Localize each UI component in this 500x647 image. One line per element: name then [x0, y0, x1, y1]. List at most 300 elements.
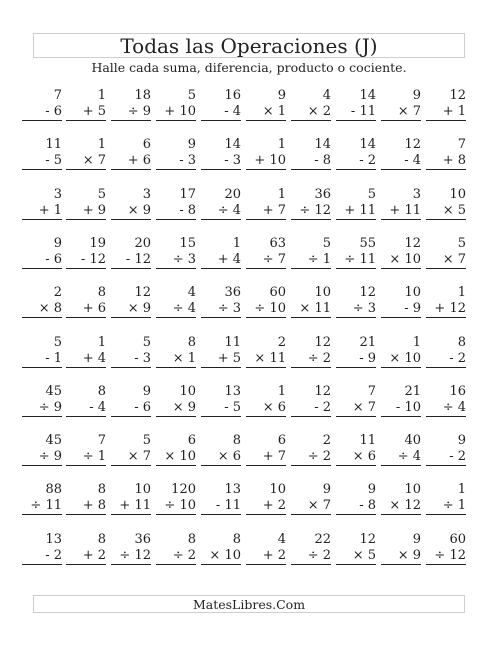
problem — [156, 137, 196, 170]
operand-top: 88 — [45, 482, 62, 498]
problem — [381, 532, 421, 565]
operand-top: 14 — [359, 88, 376, 103]
operator-operand-bottom: × 10 — [201, 548, 241, 565]
problem-row — [0, 285, 500, 325]
operand-top: 9 — [277, 88, 286, 103]
operand-top: 8 — [187, 334, 196, 350]
operator-operand-bottom: - 10 — [381, 400, 421, 417]
problem — [22, 88, 62, 121]
operator-operand-bottom: ÷ 12 — [111, 548, 151, 565]
operand-top: 1 — [97, 137, 106, 153]
problem — [22, 137, 62, 170]
operand-top: 60 — [449, 531, 466, 547]
operand-top: 10 — [134, 482, 151, 498]
problem — [246, 137, 286, 170]
operand-top: 9 — [367, 482, 376, 498]
operand-top: 1 — [97, 334, 106, 350]
operator-operand-bottom: × 5 — [426, 203, 466, 220]
operand-top: 5 — [53, 334, 62, 350]
problem — [426, 433, 466, 466]
problem — [22, 532, 62, 565]
problem — [111, 285, 151, 318]
problem — [201, 384, 241, 417]
operator-operand-bottom: ÷ 4 — [201, 203, 241, 220]
operator-operand-bottom: - 4 — [66, 400, 106, 417]
problem — [156, 285, 196, 318]
operand-top: 5 — [97, 186, 106, 202]
operand-top: 3 — [53, 186, 62, 202]
operator-operand-bottom: - 6 — [111, 400, 151, 417]
operand-top: 8 — [97, 531, 106, 547]
operand-top: 8 — [97, 482, 106, 498]
problem — [291, 384, 331, 417]
operator-operand-bottom: ÷ 9 — [111, 104, 151, 121]
problem — [66, 482, 106, 515]
operator-operand-bottom: - 4 — [201, 104, 241, 121]
problem — [336, 137, 376, 170]
problem — [381, 236, 421, 269]
operator-operand-bottom: ÷ 9 — [22, 449, 62, 466]
problem-row — [0, 482, 500, 522]
operator-operand-bottom: × 7 — [66, 153, 106, 170]
operator-operand-bottom: - 4 — [381, 153, 421, 170]
problem — [201, 285, 241, 318]
problem — [336, 187, 376, 220]
operator-operand-bottom: × 6 — [201, 449, 241, 466]
operator-operand-bottom: ÷ 3 — [336, 301, 376, 318]
operator-operand-bottom: + 2 — [246, 548, 286, 565]
operand-top: 9 — [412, 88, 421, 103]
operand-top: 6 — [142, 137, 151, 153]
operand-top: 12 — [314, 383, 331, 399]
operand-top: 5 — [187, 88, 196, 103]
operand-top: 11 — [359, 433, 376, 449]
operand-top: 7 — [53, 88, 62, 103]
operator-operand-bottom: - 5 — [22, 153, 62, 170]
operator-operand-bottom: ÷ 12 — [291, 203, 331, 220]
problem — [246, 187, 286, 220]
operand-top: 13 — [224, 383, 241, 399]
problem — [66, 532, 106, 565]
operand-top: 4 — [277, 531, 286, 547]
operand-top: 4 — [322, 88, 331, 103]
problem — [156, 532, 196, 565]
problem — [426, 137, 466, 170]
operand-top: 12 — [359, 285, 376, 301]
operator-operand-bottom: + 8 — [66, 498, 106, 515]
problem — [381, 137, 421, 170]
problem — [111, 433, 151, 466]
operator-operand-bottom: - 3 — [201, 153, 241, 170]
operator-operand-bottom: - 2 — [22, 548, 62, 565]
operator-operand-bottom: - 8 — [291, 153, 331, 170]
problem — [291, 88, 331, 121]
problem-row — [0, 137, 500, 177]
operator-operand-bottom: × 5 — [336, 548, 376, 565]
problem — [426, 187, 466, 220]
operand-top: 7 — [97, 433, 106, 449]
operand-top: 1 — [457, 482, 466, 498]
operand-top: 9 — [322, 482, 331, 498]
operand-top: 1 — [232, 235, 241, 251]
operator-operand-bottom: ÷ 7 — [246, 252, 286, 269]
operator-operand-bottom: × 12 — [381, 498, 421, 515]
problem — [336, 285, 376, 318]
operator-operand-bottom: + 4 — [66, 351, 106, 368]
operand-top: 1 — [412, 334, 421, 350]
operand-top: 13 — [224, 482, 241, 498]
operand-top: 6 — [277, 433, 286, 449]
operand-top: 21 — [404, 383, 421, 399]
problem — [426, 384, 466, 417]
operator-operand-bottom: ÷ 12 — [426, 548, 466, 565]
problem-row — [0, 532, 500, 572]
operator-operand-bottom: × 11 — [291, 301, 331, 318]
operator-operand-bottom: ÷ 3 — [201, 301, 241, 318]
problem — [336, 384, 376, 417]
operand-top: 8 — [457, 334, 466, 350]
problem — [246, 236, 286, 269]
operator-operand-bottom: ÷ 11 — [22, 498, 62, 515]
operand-top: 40 — [404, 433, 421, 449]
operand-top: 45 — [45, 433, 62, 449]
operand-top: 20 — [224, 186, 241, 202]
problem-row — [0, 384, 500, 424]
problem — [111, 187, 151, 220]
operator-operand-bottom: + 10 — [156, 104, 196, 121]
operand-top: 120 — [171, 482, 196, 498]
problem — [156, 187, 196, 220]
problem — [291, 335, 331, 368]
operator-operand-bottom: + 6 — [66, 301, 106, 318]
problem — [156, 236, 196, 269]
problem — [156, 433, 196, 466]
problem — [336, 482, 376, 515]
operand-top: 11 — [224, 334, 241, 350]
operand-top: 8 — [97, 383, 106, 399]
problem — [246, 532, 286, 565]
problem — [291, 187, 331, 220]
operator-operand-bottom: × 9 — [111, 203, 151, 220]
operator-operand-bottom: - 8 — [156, 203, 196, 220]
problem — [22, 285, 62, 318]
operator-operand-bottom: + 7 — [246, 203, 286, 220]
operator-operand-bottom: + 1 — [22, 203, 62, 220]
operand-top: 10 — [404, 285, 421, 301]
problem — [111, 88, 151, 121]
problem — [336, 335, 376, 368]
operator-operand-bottom: - 12 — [66, 252, 106, 269]
operand-top: 15 — [179, 235, 196, 251]
operator-operand-bottom: - 2 — [426, 351, 466, 368]
operand-top: 16 — [224, 88, 241, 103]
operator-operand-bottom: × 9 — [381, 548, 421, 565]
operator-operand-bottom: × 10 — [381, 351, 421, 368]
operator-operand-bottom: + 5 — [66, 104, 106, 121]
operator-operand-bottom: - 2 — [426, 449, 466, 466]
operand-top: 12 — [359, 531, 376, 547]
operand-top: 5 — [322, 235, 331, 251]
problem — [381, 482, 421, 515]
problem — [156, 384, 196, 417]
operator-operand-bottom: - 2 — [336, 153, 376, 170]
operand-top: 36 — [134, 531, 151, 547]
worksheet-title: Todas las Operaciones (J) — [33, 33, 465, 58]
problem — [66, 433, 106, 466]
problem — [66, 335, 106, 368]
operand-top: 45 — [45, 383, 62, 399]
operator-operand-bottom: × 7 — [381, 104, 421, 121]
problem — [201, 137, 241, 170]
operator-operand-bottom: + 1 — [426, 104, 466, 121]
operator-operand-bottom: ÷ 2 — [156, 548, 196, 565]
problem — [201, 433, 241, 466]
problem — [336, 433, 376, 466]
problem — [111, 532, 151, 565]
problem — [22, 482, 62, 515]
problem — [201, 187, 241, 220]
operator-operand-bottom: × 7 — [291, 498, 331, 515]
problem — [291, 532, 331, 565]
operator-operand-bottom: - 5 — [201, 400, 241, 417]
operator-operand-bottom: - 3 — [111, 351, 151, 368]
operand-top: 19 — [89, 235, 106, 251]
operator-operand-bottom: × 10 — [156, 449, 196, 466]
problem — [426, 285, 466, 318]
operator-operand-bottom: ÷ 2 — [291, 548, 331, 565]
operator-operand-bottom: × 6 — [246, 400, 286, 417]
problem — [111, 384, 151, 417]
operator-operand-bottom: - 8 — [336, 498, 376, 515]
problem — [291, 137, 331, 170]
operand-top: 9 — [412, 531, 421, 547]
operator-operand-bottom: ÷ 10 — [156, 498, 196, 515]
problem — [201, 482, 241, 515]
problem — [22, 335, 62, 368]
problem — [66, 137, 106, 170]
operand-top: 2 — [277, 334, 286, 350]
operator-operand-bottom: + 8 — [426, 153, 466, 170]
operand-top: 10 — [449, 186, 466, 202]
operand-top: 10 — [404, 482, 421, 498]
problem — [66, 285, 106, 318]
problem — [426, 88, 466, 121]
operand-top: 1 — [277, 383, 286, 399]
operand-top: 16 — [449, 383, 466, 399]
operator-operand-bottom: + 5 — [201, 351, 241, 368]
problem — [336, 532, 376, 565]
operator-operand-bottom: × 6 — [336, 449, 376, 466]
problem — [111, 482, 151, 515]
operand-top: 55 — [359, 235, 376, 251]
problem-row — [0, 335, 500, 375]
operator-operand-bottom: × 1 — [246, 104, 286, 121]
problem — [381, 187, 421, 220]
operator-operand-bottom: + 11 — [381, 203, 421, 220]
operand-top: 9 — [53, 235, 62, 251]
operator-operand-bottom: ÷ 4 — [381, 449, 421, 466]
operand-top: 8 — [232, 433, 241, 449]
problem — [246, 384, 286, 417]
problem — [291, 482, 331, 515]
problem — [246, 285, 286, 318]
operator-operand-bottom: ÷ 9 — [22, 400, 62, 417]
operator-operand-bottom: × 1 — [156, 351, 196, 368]
operand-top: 12 — [134, 285, 151, 301]
problem — [381, 335, 421, 368]
problem — [66, 88, 106, 121]
operator-operand-bottom: ÷ 2 — [291, 449, 331, 466]
problem — [156, 335, 196, 368]
operator-operand-bottom: ÷ 11 — [336, 252, 376, 269]
operator-operand-bottom: ÷ 4 — [426, 400, 466, 417]
operand-top: 21 — [359, 334, 376, 350]
operand-top: 12 — [449, 88, 466, 103]
operator-operand-bottom: - 3 — [156, 153, 196, 170]
problem-row — [0, 88, 500, 128]
operator-operand-bottom: × 7 — [111, 449, 151, 466]
operand-top: 3 — [412, 186, 421, 202]
operator-operand-bottom: × 9 — [111, 301, 151, 318]
problem — [291, 433, 331, 466]
operator-operand-bottom: - 11 — [201, 498, 241, 515]
operator-operand-bottom: ÷ 10 — [246, 301, 286, 318]
operand-top: 1 — [97, 88, 106, 103]
problem — [66, 384, 106, 417]
problem — [426, 532, 466, 565]
operand-top: 11 — [45, 137, 62, 153]
operator-operand-bottom: - 11 — [336, 104, 376, 121]
operand-top: 63 — [269, 235, 286, 251]
operand-top: 5 — [367, 186, 376, 202]
problem — [381, 285, 421, 318]
operator-operand-bottom: ÷ 2 — [291, 351, 331, 368]
operator-operand-bottom: - 9 — [381, 301, 421, 318]
operator-operand-bottom: ÷ 1 — [426, 498, 466, 515]
operand-top: 8 — [187, 531, 196, 547]
operand-top: 7 — [457, 137, 466, 153]
problem — [22, 433, 62, 466]
operator-operand-bottom: × 10 — [381, 252, 421, 269]
worksheet-instructions: Halle cada suma, diferencia, producto o cociente. — [91, 60, 407, 75]
operator-operand-bottom: - 6 — [22, 104, 62, 121]
operand-top: 14 — [314, 137, 331, 153]
problem — [22, 236, 62, 269]
operator-operand-bottom: - 1 — [22, 351, 62, 368]
operand-top: 6 — [187, 433, 196, 449]
operand-top: 12 — [404, 137, 421, 153]
problem — [426, 482, 466, 515]
operator-operand-bottom: × 7 — [336, 400, 376, 417]
operand-top: 1 — [277, 186, 286, 202]
problem — [381, 88, 421, 121]
operand-top: 13 — [45, 531, 62, 547]
operator-operand-bottom: + 11 — [336, 203, 376, 220]
problem — [246, 433, 286, 466]
operator-operand-bottom: ÷ 1 — [66, 449, 106, 466]
operand-top: 12 — [404, 235, 421, 251]
problem-row — [0, 433, 500, 473]
operator-operand-bottom: - 9 — [336, 351, 376, 368]
operand-top: 5 — [142, 334, 151, 350]
problem — [66, 236, 106, 269]
problem-row — [0, 187, 500, 227]
operator-operand-bottom: × 8 — [22, 301, 62, 318]
problem — [426, 335, 466, 368]
problem — [111, 335, 151, 368]
problem — [22, 384, 62, 417]
operand-top: 8 — [232, 531, 241, 547]
problem — [246, 335, 286, 368]
operator-operand-bottom: ÷ 1 — [291, 252, 331, 269]
operator-operand-bottom: + 6 — [111, 153, 151, 170]
problem — [246, 88, 286, 121]
operand-top: 1 — [457, 285, 466, 301]
operator-operand-bottom: × 11 — [246, 351, 286, 368]
operand-top: 12 — [314, 334, 331, 350]
operand-top: 10 — [179, 383, 196, 399]
footer-credit: MatesLibres.Com — [33, 595, 465, 613]
operand-top: 14 — [224, 137, 241, 153]
problem — [336, 236, 376, 269]
operand-top: 5 — [142, 433, 151, 449]
problem-row — [0, 236, 500, 276]
operand-top: 1 — [277, 137, 286, 153]
operator-operand-bottom: × 7 — [426, 252, 466, 269]
problem — [111, 137, 151, 170]
operator-operand-bottom: × 9 — [156, 400, 196, 417]
problem — [201, 335, 241, 368]
problem — [22, 187, 62, 220]
operand-top: 10 — [314, 285, 331, 301]
operator-operand-bottom: + 11 — [111, 498, 151, 515]
operator-operand-bottom: - 2 — [291, 400, 331, 417]
problem — [381, 384, 421, 417]
problem — [291, 285, 331, 318]
operand-top: 7 — [367, 383, 376, 399]
problem — [156, 88, 196, 121]
problem — [66, 187, 106, 220]
operator-operand-bottom: + 2 — [66, 548, 106, 565]
operand-top: 14 — [359, 137, 376, 153]
operator-operand-bottom: + 9 — [66, 203, 106, 220]
operand-top: 2 — [53, 285, 62, 301]
operand-top: 3 — [142, 186, 151, 202]
operand-top: 5 — [457, 235, 466, 251]
operator-operand-bottom: + 10 — [246, 153, 286, 170]
operand-top: 18 — [134, 88, 151, 103]
problem — [111, 236, 151, 269]
operand-top: 20 — [134, 235, 151, 251]
operand-top: 8 — [97, 285, 106, 301]
problem — [336, 88, 376, 121]
operator-operand-bottom: + 2 — [246, 498, 286, 515]
operand-top: 4 — [187, 285, 196, 301]
operator-operand-bottom: ÷ 4 — [156, 301, 196, 318]
problem — [156, 482, 196, 515]
operator-operand-bottom: × 2 — [291, 104, 331, 121]
operator-operand-bottom: + 12 — [426, 301, 466, 318]
operator-operand-bottom: - 6 — [22, 252, 62, 269]
problem — [246, 482, 286, 515]
operand-top: 36 — [224, 285, 241, 301]
problem — [201, 236, 241, 269]
problem — [291, 236, 331, 269]
operator-operand-bottom: + 7 — [246, 449, 286, 466]
operand-top: 10 — [269, 482, 286, 498]
operand-top: 22 — [314, 531, 331, 547]
problem — [381, 433, 421, 466]
